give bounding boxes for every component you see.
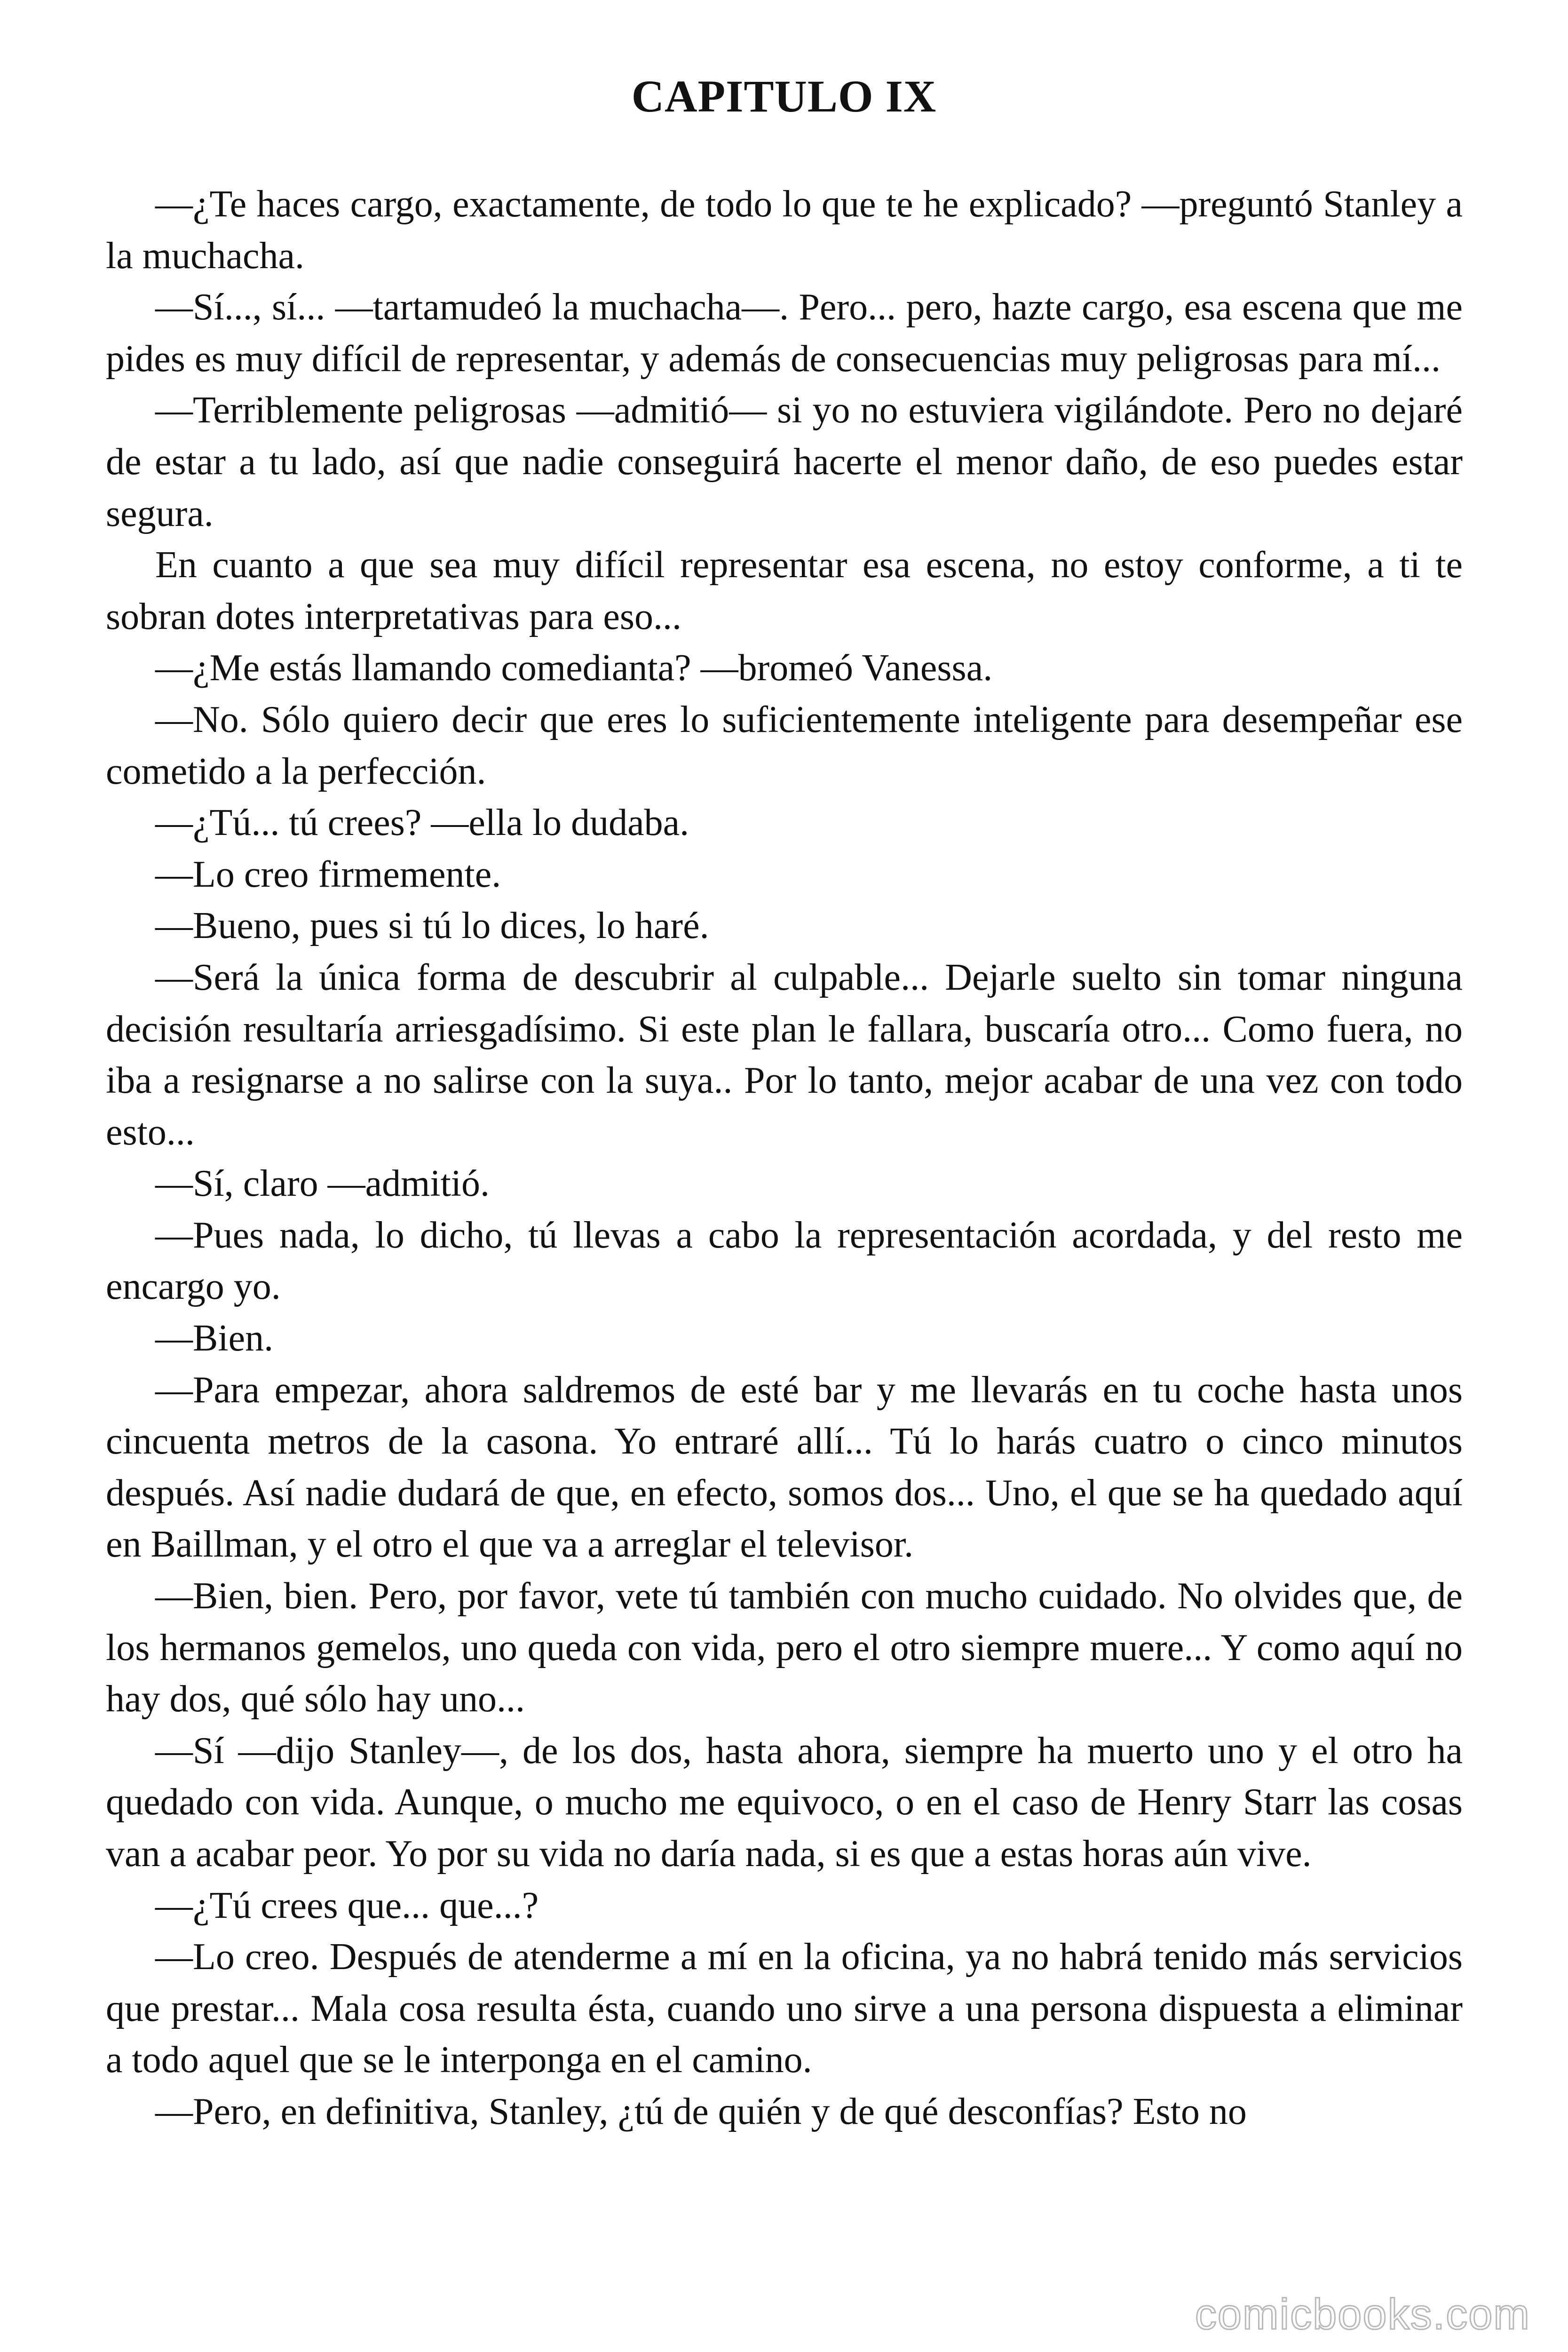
paragraph: —Bien, bien. Pero, por favor, vete tú también con mucho cuidado. No olvides que, de los hermanos gemelos, uno queda con vida, pero el otro siempre muere... Y como aquí no hay dos, qué sólo hay uno... <box>106 1575 1463 1720</box>
body-text <box>106 179 1463 2138</box>
paragraph: —¿Me estás llamando comedianta? —bromeó Vanessa. <box>155 647 993 689</box>
paragraph: —Bien. <box>155 1318 274 1359</box>
paragraph: —Pues nada, lo dicho, tú llevas a cabo la representación acordada, y del resto me encargo yo. <box>106 1214 1463 1308</box>
paragraph: —Será la única forma de descubrir al culpable... Dejarle suelto sin tomar ninguna decisión resultaría arriesgadísimo. Si este plan le fallara, buscaría otro... Como fuera, no iba a resignarse a no salirse con la suya.. Por lo tanto, mejor acabar de una vez con todo esto... <box>106 956 1463 1153</box>
paragraph: —Sí..., sí... —tartamudeó la muchacha—. Pero... pero, hazte cargo, esa escena que me pides es muy difícil de representar, y además de consecuencias muy peligrosas para mí... <box>106 286 1463 380</box>
paragraph: —Lo creo. Después de atenderme a mí en la oficina, ya no habrá tenido más servicios que prestar... Mala cosa resulta ésta, cuando uno sirve a una persona dispuesta a eliminar a todo aquel que se le interponga en el camino. <box>106 1936 1463 2081</box>
watermark-logo: comicbooks.com <box>1195 2290 1530 2338</box>
paragraph: —Lo creo firmemente. <box>155 853 501 895</box>
paragraph: —Terriblemente peligrosas —admitió— si yo no estuviera vigilándote. Pero no dejaré de estar a tu lado, así que nadie conseguirá hacerte el menor daño, de eso puedes estar segura. <box>106 389 1463 534</box>
paragraph: En cuanto a que sea muy difícil representar esa escena, no estoy conforme, a ti te sobran dotes interpretativas para eso... <box>106 544 1463 637</box>
paragraph: —Sí, claro —admitió. <box>155 1163 490 1205</box>
paragraph: —¿Tú crees que... que...? <box>155 1884 539 1926</box>
chapter-title: CAPITULO IX <box>631 71 937 121</box>
paragraph: —Pero, en definitiva, Stanley, ¿tú de quién y de qué desconfías? Esto no <box>155 2090 1247 2132</box>
paragraph: —No. Sólo quiero decir que eres lo suficientemente inteligente para desempeñar ese cometido a la perfección. <box>106 699 1463 792</box>
paragraph: —¿Tú... tú crees? —ella lo dudaba. <box>155 802 689 844</box>
paragraph: —Bueno, pues si tú lo dices, lo haré. <box>155 905 709 947</box>
paragraph: —Sí —dijo Stanley—, de los dos, hasta ahora, siempre ha muerto uno y el otro ha quedado con vida. Aunque, o mucho me equivoco, o en el caso de Henry Starr las cosas van a acabar peor. Yo por su vida no daría nada, si es que a estas horas aún vive. <box>106 1730 1463 1875</box>
paragraph: —Para empezar, ahora saldremos de esté bar y me llevarás en tu coche hasta unos cincuenta metros de la casona. Yo entraré allí... Tú lo harás cuatro o cinco minutos después. Así nadie dudará de que, en efecto, somos dos... Uno, el que se ha quedado aquí en Baillman, y el otro el que va a arreglar el televisor. <box>106 1369 1463 1565</box>
paragraph: —¿Te haces cargo, exactamente, de todo lo que te he explicado? —preguntó Stanley a la muchacha. <box>106 183 1463 277</box>
